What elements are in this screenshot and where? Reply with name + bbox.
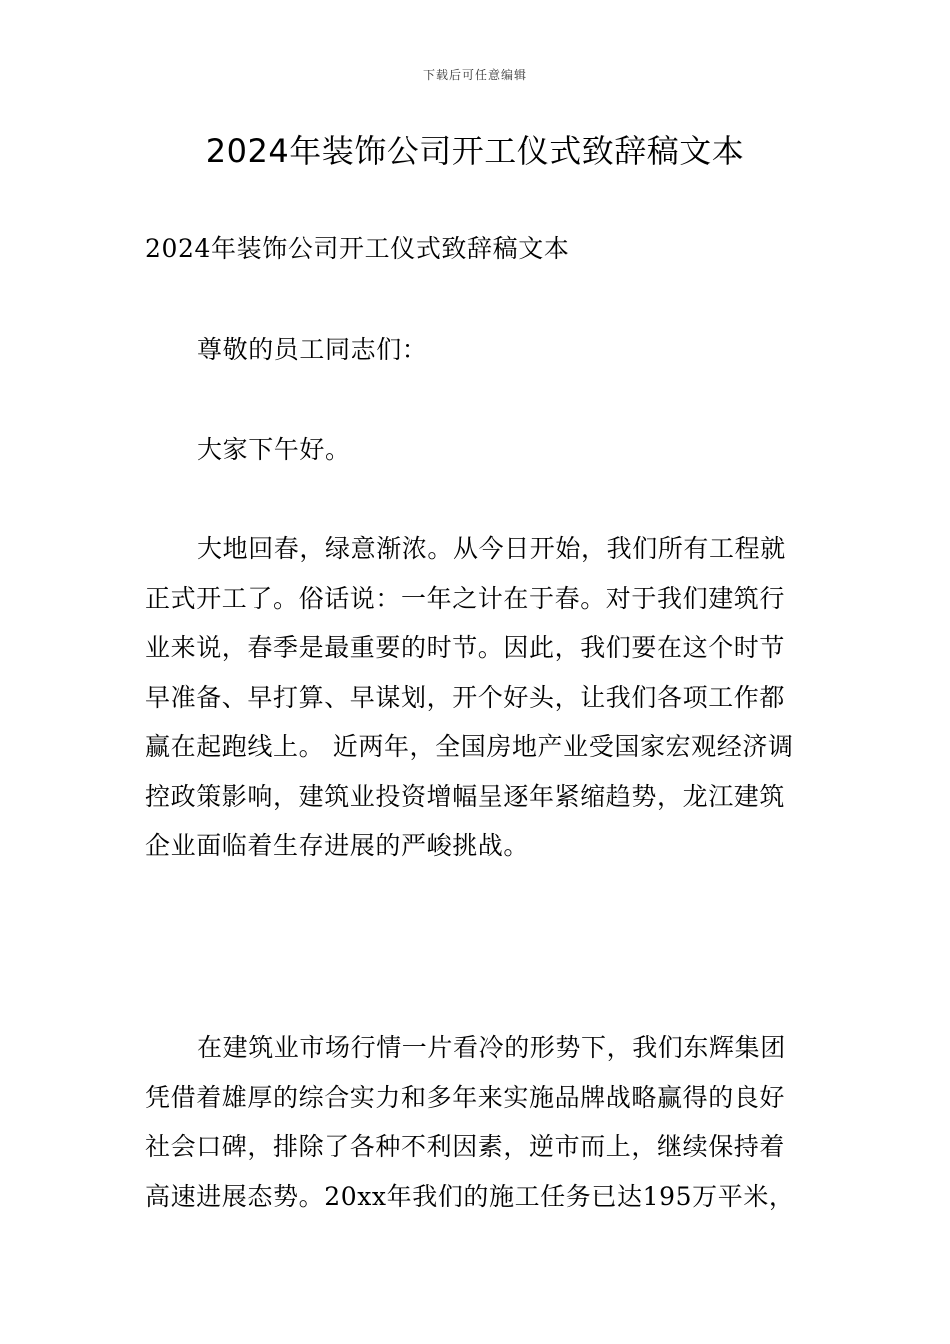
greeting: 大家下午好。	[197, 435, 351, 464]
document-title: 2024年装饰公司开工仪式致辞稿文本	[205, 132, 745, 170]
salutation: 尊敬的员工同志们：	[197, 335, 428, 364]
subtitle-line: 2024年装饰公司开工仪式致辞稿文本	[145, 234, 570, 263]
body-paragraph-1: 大地回春，绿意渐浓。从今日开始，我们所有工程就正式开工了。俗话说：一年之计在于春。对于我们建筑行业来说，春季是最重要的时节。因此，我们要在这个时节早准备、早打算、早谋划，开个好头，让我们各项工作都赢在起跑线上。 近两年，全国房地产业受国家宏观经济调控政策影响，建筑业投资增幅呈逐年紧缩趋势，龙江建筑企业面临着生存进展的严峻挑战。	[145, 534, 794, 860]
body-paragraph-2: 在建筑业市场行情一片看冷的形势下，我们东辉集团凭借着雄厚的综合实力和多年来实施品牌战略赢得的良好社会口碑，排除了各种不利因素，逆市而上，继续保持着高速进展态势。20xx年我们的施工任务已达195万平米，	[145, 1033, 795, 1211]
header-note: 下载后可任意编辑	[422, 68, 527, 82]
